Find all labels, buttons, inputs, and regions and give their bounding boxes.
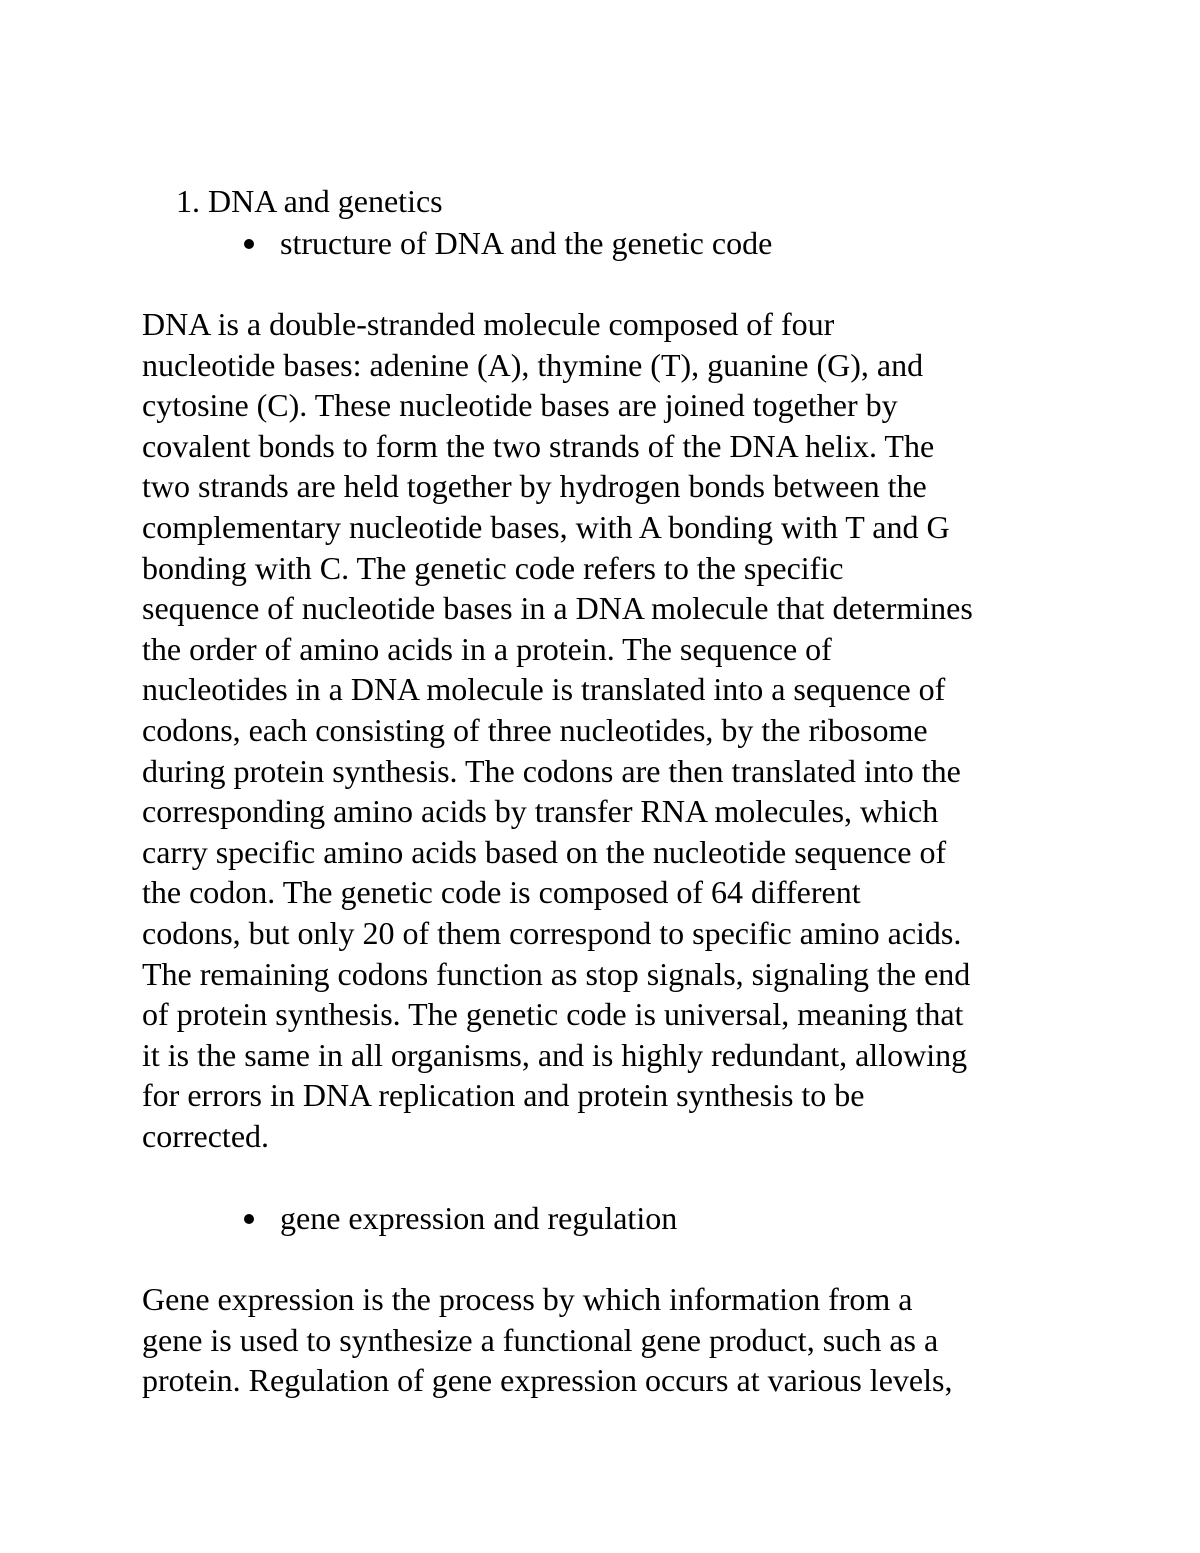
bullet-icon	[244, 1214, 254, 1224]
bullet-item-gene-expression	[244, 1198, 677, 1238]
bullet-text: structure of DNA and the genetic code	[280, 225, 773, 261]
paragraph-line: during protein synthesis. The codons are then translated into the	[142, 752, 961, 789]
paragraph-line: complementary nucleotide bases, with A bonding with T and G	[142, 508, 950, 545]
paragraph-line: sequence of nucleotide bases in a DNA molecule that determines	[142, 590, 973, 627]
paragraph-line: nucleotide bases: adenine (A), thymine (T), guanine (G), and	[142, 346, 924, 383]
paragraph-line: codons, each consisting of three nucleotides, by the ribosome	[142, 711, 928, 748]
bullet-item-structure	[244, 223, 772, 263]
paragraph-line: it is the same in all organisms, and is highly redundant, allowing	[142, 1036, 968, 1073]
paragraph-line: nucleotides in a DNA molecule is translated into a sequence of	[142, 671, 946, 708]
paragraph-line: the codon. The genetic code is composed of 64 different	[142, 874, 861, 911]
paragraph-line: protein. Regulation of gene expression occurs at various levels,	[142, 1362, 953, 1399]
bullet-icon	[244, 239, 254, 249]
paragraph-line: bonding with C. The genetic code refers to the specific	[142, 549, 844, 586]
paragraph-line: two strands are held together by hydrogen bonds between the	[142, 468, 927, 505]
paragraph-line: codons, but only 20 of them correspond to specific amino acids.	[142, 914, 962, 951]
paragraph-line: carry specific amino acids based on the nucleotide sequence of	[142, 833, 947, 870]
paragraph-line: of protein synthesis. The genetic code is universal, meaning that	[142, 996, 964, 1033]
bullet-text: gene expression and regulation	[280, 1200, 678, 1236]
paragraph-line: gene is used to synthesize a functional gene product, such as a	[142, 1321, 939, 1358]
paragraph-line: DNA is a double-stranded molecule composed of four	[142, 306, 835, 342]
paragraph-line: covalent bonds to form the two strands of the DNA helix. The	[142, 427, 935, 464]
paragraph-dna-structure	[142, 304, 1072, 1156]
paragraph-line: cytosine (C). These nucleotide bases are joined together by	[142, 387, 898, 424]
paragraph-gene-expression	[142, 1279, 1072, 1401]
paragraph-line: the order of amino acids in a protein. The sequence of	[142, 630, 832, 667]
paragraph-line: for errors in DNA replication and protein synthesis to be	[142, 1077, 865, 1114]
paragraph-line: Gene expression is the process by which information from a	[142, 1281, 913, 1317]
paragraph-line: The remaining codons function as stop signals, signaling the end	[142, 955, 971, 992]
section-heading: 1. DNA and genetics	[176, 183, 443, 219]
paragraph-line: corresponding amino acids by transfer RNA molecules, which	[142, 793, 939, 830]
paragraph-line: corrected.	[142, 1117, 270, 1154]
